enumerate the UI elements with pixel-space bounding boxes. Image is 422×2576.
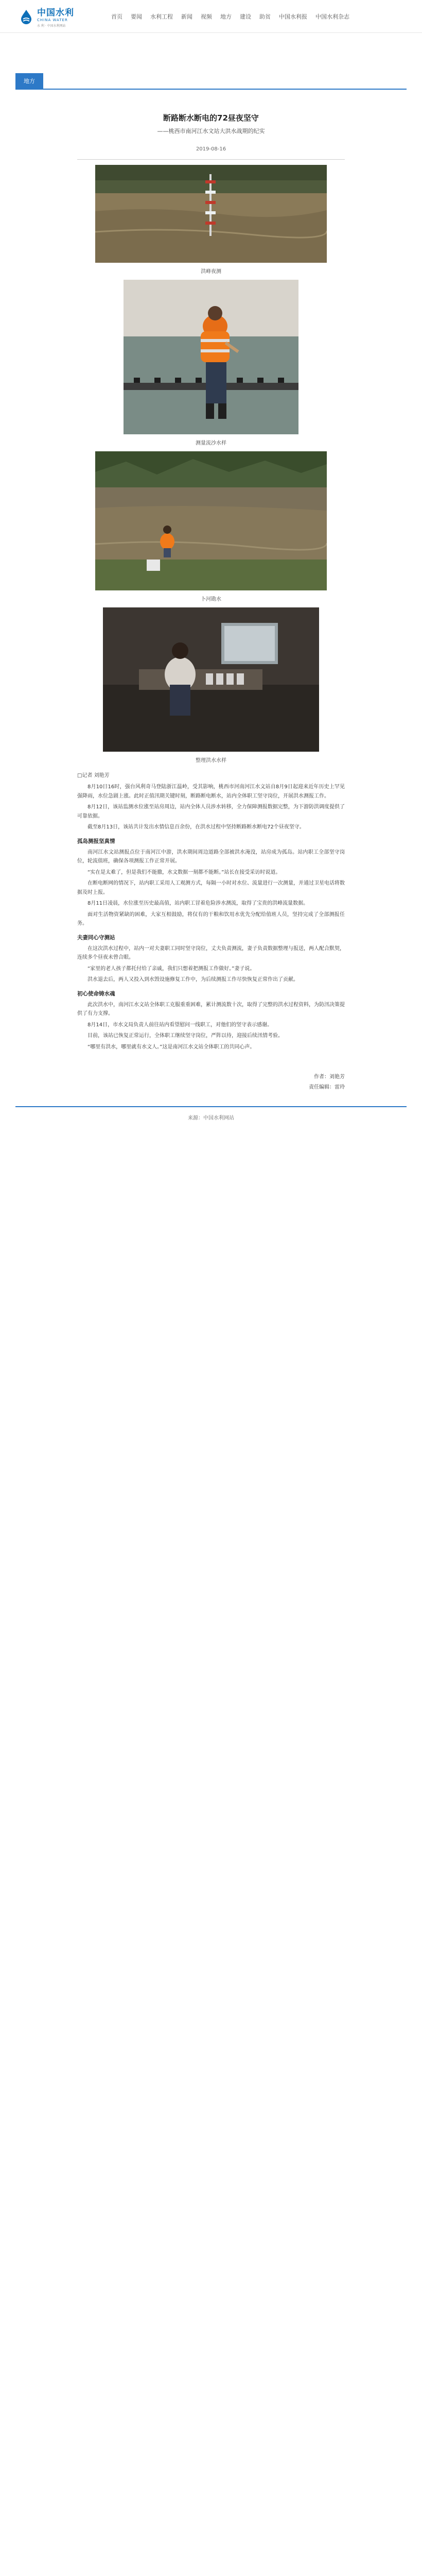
sample-sorting-photo (103, 607, 319, 752)
paragraph: “哪里有洪水，哪里就有水文人。”这是南河江水文站全体职工的共同心声。 (87, 1044, 255, 1050)
paragraph: 在断电断网的情况下，站内职工采用人工观测方式，每隔一小时对水位、流量进行一次测量，并通过卫星电话将数据及时上报。 (77, 880, 345, 895)
nav-item-updates[interactable]: 新闻 (181, 13, 192, 20)
article (77, 112, 345, 1093)
meta-divider (77, 159, 345, 160)
logo-subtitle: CHINA WATER (37, 18, 68, 22)
paragraph: 洪水退去后，两人又投入到水毁设施修复工作中，为后续测报工作尽快恢复正常作出了贡献。 (87, 977, 298, 982)
site-logo[interactable] (19, 5, 96, 28)
editor-credit: 作者：刘艳芳 (314, 1074, 345, 1080)
photo-caption: 洪峰夜测 (201, 269, 221, 275)
article-title: 断路断水断电的72昼夜坚守 (163, 113, 259, 123)
photo-caption: 测量流沙水样 (196, 440, 226, 446)
article-author: □记者 刘艳芳 (77, 773, 110, 778)
paragraph: 南河江水文站测报点位于南河江中游，洪水期间周边道路全部被洪水淹没，站房成为孤岛。站内职工全部坚守岗位，轮流值班，确保各项测报工作正常开展。 (77, 849, 345, 864)
article-date: 2019-08-16 (196, 146, 226, 152)
section-heading: 初心使命铸水魂 (77, 990, 115, 997)
section-header (0, 73, 422, 90)
wading-photo (95, 451, 327, 590)
section-tab[interactable]: 地方 (15, 73, 43, 89)
paragraph: 8月10日16时，强台风利奇马登陆浙江温岭，受其影响，桃西市河南河江水文站自8月9日起迎来近年历史上罕见强降雨，水位急剧上涨。此时正值汛期关键时刻，断路断电断水，站内全体职工坚守岗位，开展洪水测报工作。 (77, 784, 345, 799)
figure-3 (77, 451, 345, 602)
section-heading: 孤岛测报坚真情 (77, 838, 115, 844)
page (0, 0, 422, 1121)
paragraph: 在这次洪水过程中，站内一对夫妻职工同时坚守岗位，丈夫负责测流，妻子负责数据整理与报送，两人配合默契，连续多个昼夜未曾合眼。 (77, 945, 345, 960)
paragraph: 目前，该站已恢复正常运行，全体职工继续坚守岗位，严阵以待，迎接后续汛情考验。 (87, 1033, 283, 1039)
article-signature (77, 1072, 345, 1093)
nav-item-newspaper[interactable]: 中国水利报 (279, 13, 307, 20)
paragraph: 面对生活物资紧缺的困难，大家互相鼓励，将仅有的干粮和饮用水优先分配给值班人员，坚持完成了全部测报任务。 (77, 911, 345, 926)
water-drop-icon (19, 9, 34, 24)
nav-item-home[interactable]: 首页 (111, 13, 122, 20)
paragraph: 此次洪水中，南河江水文站全体职工克服重重困难，累计测流数十次，取得了完整的洪水过程资料，为防汛决策提供了有力支撑。 (77, 1002, 345, 1016)
nav-item-video[interactable]: 视频 (201, 13, 212, 20)
nav-item-construction[interactable]: 建设 (240, 13, 251, 20)
paragraph: 8月12日，该站监测水位涨至站房周边，站内全体人员涉水转移，全力保障测报数据完整，为下游防洪调度提供了可靠依据。 (77, 804, 345, 819)
paragraph: “实在是太难了，但是我们不能撤，水文数据一刻都不能断。”站长在接受采访时说道。 (87, 869, 281, 875)
section-heading: 夫妻同心守测站 (77, 934, 115, 941)
figure-1 (77, 165, 345, 275)
nav-item-local[interactable]: 地方 (220, 13, 232, 20)
footer: 来源：中国水利网站 (188, 1115, 234, 1121)
figure-2 (77, 280, 345, 446)
nav-item-projects[interactable]: 水利工程 (150, 13, 173, 20)
sampling-photo (124, 280, 298, 434)
responsible-editor: 责任编辑：雷玲 (309, 1084, 345, 1090)
flood-gauge-photo (95, 165, 327, 263)
paragraph: 8月14日，市水文局负责人前往站内看望慰问一线职工，对他们的坚守表示感谢。 (87, 1022, 273, 1028)
paragraph: 8月11日凌晨，水位涨至历史最高值，站内职工冒着危险涉水测流，取得了宝贵的洪峰流量数据。 (87, 901, 309, 906)
paragraph: 截至8月13日，该站共计发出水情信息百余份，在洪水过程中坚持断路断水断电72个昼夜坚守。 (87, 824, 305, 830)
article-subtitle: ——桃西市南河江水文站大洪水战期的纪实 (157, 128, 265, 134)
section-divider (15, 89, 407, 90)
paragraph: “家里的老人孩子都托付给了亲戚，我们只想着把测报工作做好。”妻子说。 (87, 965, 255, 972)
photo-caption: 卜河勘水 (201, 597, 221, 602)
top-bar (0, 0, 422, 33)
article-body (77, 771, 345, 1052)
nav-item-news[interactable]: 要闻 (131, 13, 142, 20)
logo-title: 中国水利 (37, 7, 74, 18)
photo-caption: 整理洪水水样 (196, 758, 226, 764)
logo-tagline: 水 利 · 中国水利网站 (37, 24, 66, 28)
main-nav (111, 12, 349, 21)
figure-4 (77, 607, 345, 764)
nav-item-poverty[interactable]: 助贫 (259, 13, 271, 20)
nav-item-magazine[interactable]: 中国水利杂志 (315, 13, 349, 20)
